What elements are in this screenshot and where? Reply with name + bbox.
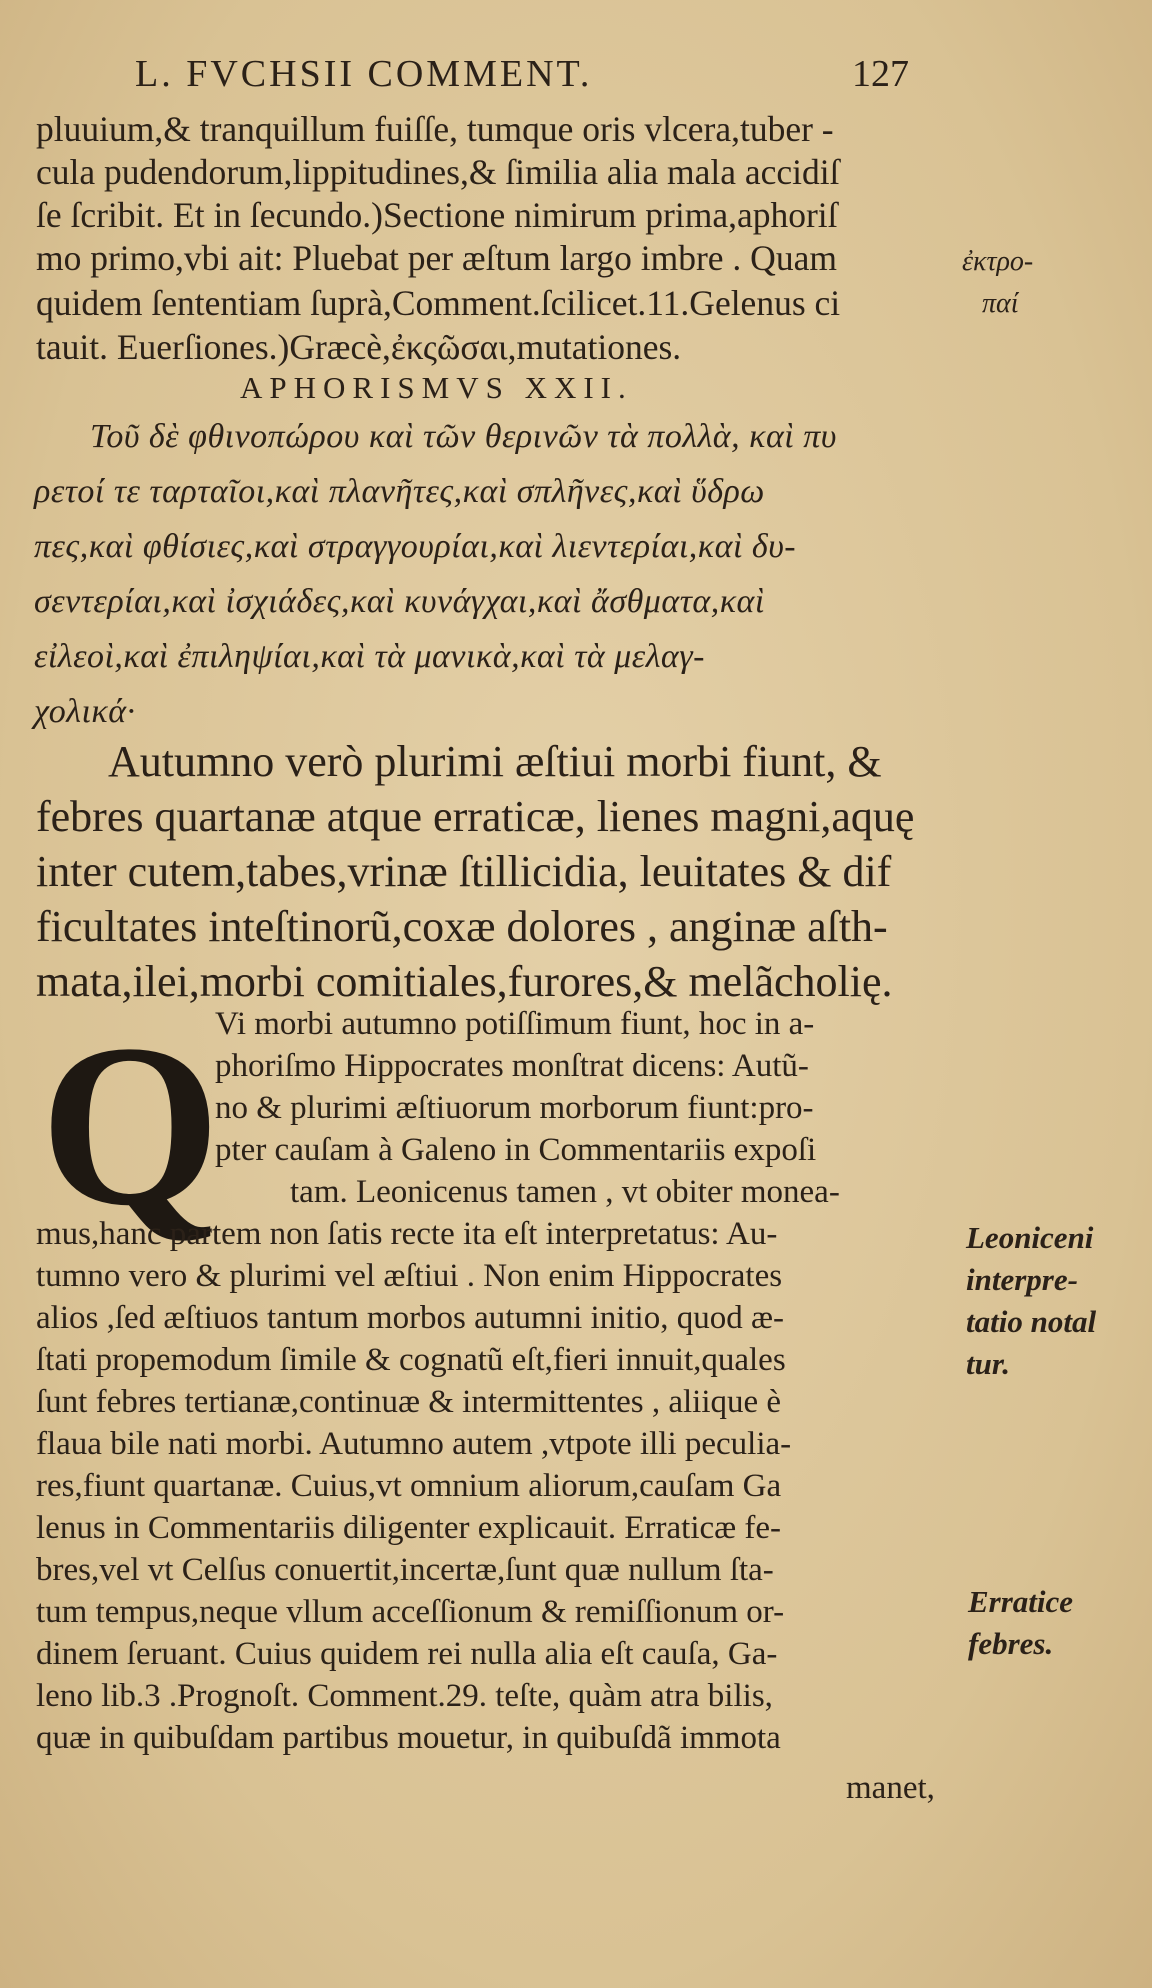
commentary-line: pter cauſam à Galeno in Commentariis expoſi (215, 1132, 817, 1168)
greek-line: ρετοί τε ταρταῖοι,καὶ πλανῆτες,καὶ σπλῆνες,καὶ ὕδρω (34, 473, 765, 510)
commentary-line: quæ in quibuſdam partibus mouetur, in quibuſdã immota (36, 1720, 781, 1756)
catchword: manet, (846, 1770, 935, 1806)
text-line: cula pudendorum,lippitudines,& ſimilia alia mala accidiſ (36, 152, 840, 192)
commentary-line: bres,vel vt Celſus conuertit,incertæ,ſunt quæ nullum ſta- (36, 1552, 774, 1588)
commentary-line: res,fiunt quartanæ. Cuius,vt omnium aliorum,cauſam Ga (36, 1468, 782, 1504)
commentary-line: leno lib.3 .Prognoſt. Comment.29. teſte, quàm atra bilis, (36, 1678, 773, 1714)
text-line: pluuium,& tranquillum fuiſſe, tumque oris vlcera,tuber - (36, 109, 834, 149)
margin-note-line: Erratice (968, 1584, 1074, 1619)
latin-line: ficultates inteſtinorũ,coxæ dolores , anginæ aſth- (36, 902, 888, 951)
commentary-line: tam. Leonicenus tamen , vt obiter monea- (290, 1174, 840, 1210)
commentary-line: flaua bile nati morbi. Autumno autem ,vtpote illi peculia- (36, 1426, 792, 1462)
text-line: ſe ſcribit. Et in ſecundo.)Sectione nimirum prima,aphoriſ (36, 195, 838, 235)
margin-note-line: febres. (968, 1626, 1054, 1661)
aphorism-heading: APHORISMVS XXII. (240, 370, 633, 405)
commentary-line: alios ,ſed æſtiuos tantum morbos autumni initio, quod æ- (36, 1300, 784, 1336)
greek-line: πες,καὶ φθίσιες,καὶ στραγγουρίαι,καὶ λιεντερίαι,καὶ δυ- (34, 528, 797, 565)
latin-line: Autumno verò plurimi æſtiui morbi fiunt, & (108, 737, 882, 786)
text-line: mo primo,vbi ait: Pluebat per æſtum largo imbre . Quam (36, 238, 837, 278)
text-line: tauit. Euerſiones.)Græcè,ἐκςῶσαι,mutationes. (36, 327, 682, 367)
drop-cap: Q (40, 997, 221, 1254)
commentary-line: mus,hanc partem non ſatis recte ita eſt interpretatus: Au- (36, 1216, 778, 1252)
margin-note-line: interpre- (966, 1262, 1078, 1297)
commentary-line: ſunt febres tertianæ,continuæ & intermittentes , aliique è (36, 1384, 782, 1420)
commentary-line: phoriſmo Hippocrates monſtrat dicens: Autũ- (215, 1048, 809, 1084)
greek-line: χολικά· (34, 693, 136, 730)
latin-line: inter cutem,tabes,vrinæ ſtillicidia, leuitates & dif (36, 847, 892, 896)
commentary-line: tum tempus,neque vllum acceſſionum & remiſſionum or- (36, 1594, 785, 1630)
greek-line: εἰλεοὶ,καὶ ἐπιληψίαι,καὶ τὰ μανικὰ,καὶ τὰ μελαγ- (34, 638, 705, 675)
text-line: quidem ſententiam ſuprà,Comment.ſcilicet.11.Gelenus ci (36, 283, 841, 323)
greek-line: σεντερίαι,καὶ ἰσχιάδες,καὶ κυνάγχαι,καὶ ἄσθματα,καὶ (34, 583, 765, 620)
commentary-line: tumno vero & plurimi vel æſtiui . Non enim Hippocrates (36, 1258, 783, 1294)
margin-note-line: Leoniceni (966, 1220, 1094, 1255)
margin-note-line: παί (982, 288, 1019, 319)
commentary-line: dinem ſeruant. Cuius quidem rei nulla alia eſt cauſa, Ga- (36, 1636, 778, 1672)
commentary-line: no & plurimi æſtiuorum morborum fiunt:pro- (215, 1090, 814, 1126)
page-header (0, 52, 1152, 102)
margin-note-line: ἐκτρο- (962, 246, 1034, 277)
commentary-line: ſtati propemodum ſimile & cognatũ eſt,fieri innuit,quales (36, 1342, 786, 1378)
commentary-line: Vi morbi autumno potiſſimum fiunt, hoc in a- (215, 1006, 815, 1042)
greek-line: Τοῦ δὲ φθινοπώρου καὶ τῶν θερινῶν τὰ πολλὰ, καὶ πυ (90, 418, 837, 455)
page-number: 127 (852, 53, 909, 95)
commentary-line: lenus in Commentariis diligenter explicauit. Erraticæ fe- (36, 1510, 782, 1546)
running-title: L. FVCHSII COMMENT. (135, 53, 593, 95)
latin-line: mata,ilei,morbi comitiales,furores,& melãcholię. (36, 957, 893, 1006)
latin-line: febres quartanæ atque erraticæ, lienes magni,aquę (36, 792, 915, 841)
margin-note-line: tur. (966, 1346, 1010, 1381)
margin-note-line: tatio notal (966, 1304, 1097, 1339)
